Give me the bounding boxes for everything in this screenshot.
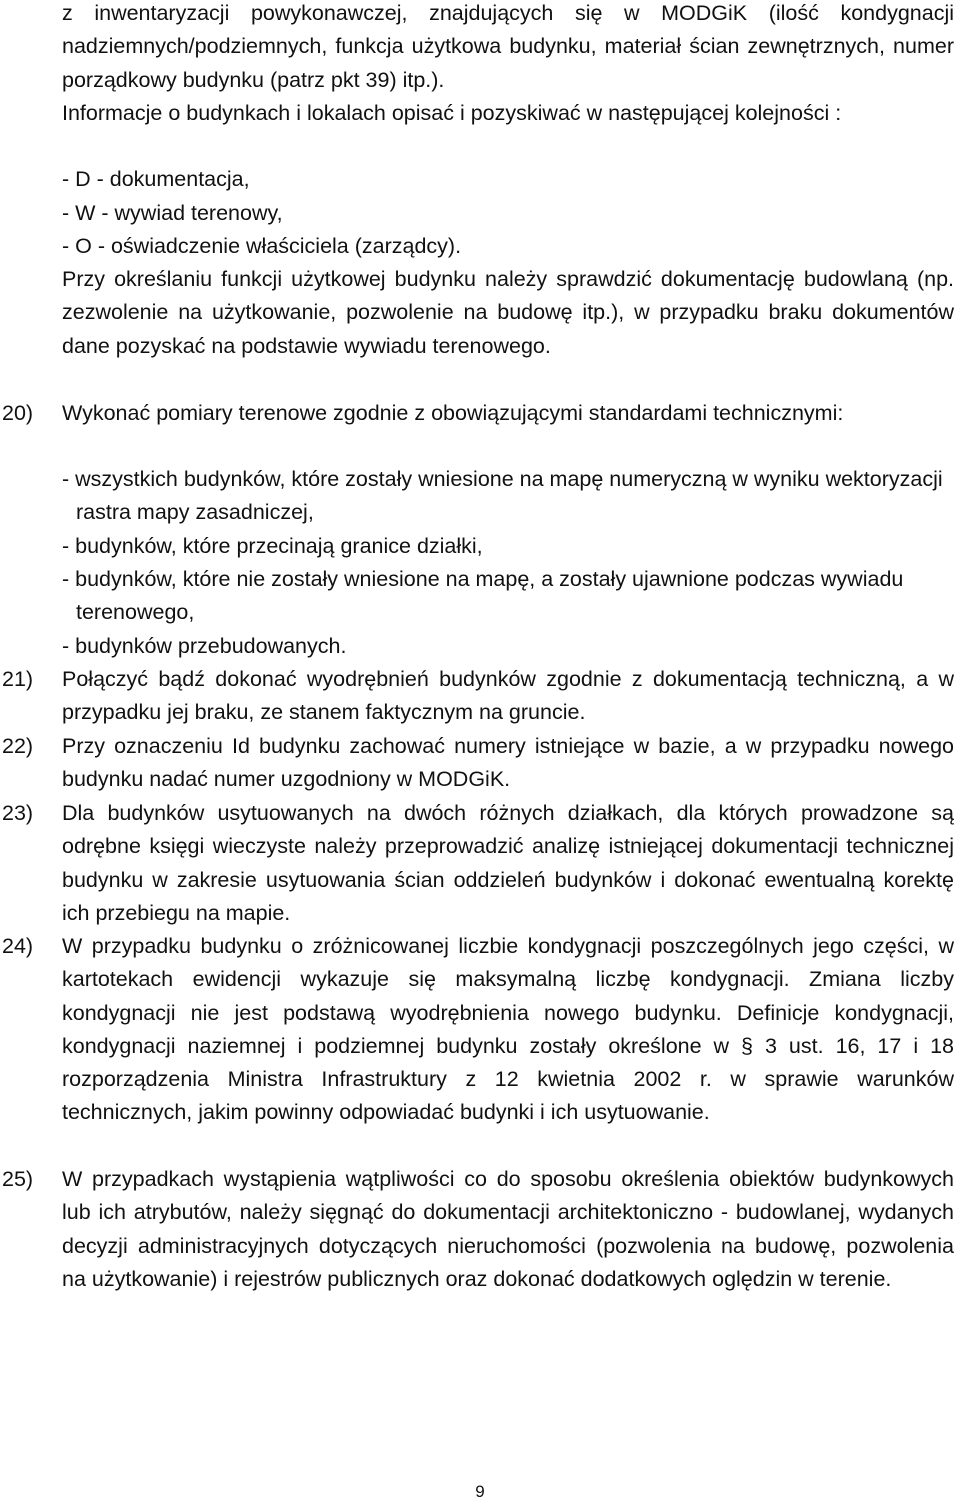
item-text: Połączyć bądź dokonać wyodrębnień budynków zgodnie z dokumentacją techniczną, a w przypadku jej braku, ze stanem faktycznym na gruncie. bbox=[62, 667, 954, 725]
item-bullet: - budynków przebudowanych. bbox=[62, 634, 347, 658]
item-number: 23) bbox=[2, 801, 34, 825]
item-bullet: - wszystkich budynków, które zostały wniesione na mapę numeryczną w wyniku wektoryzacji rastra mapy zasadniczej, bbox=[62, 467, 943, 525]
item-number: 25) bbox=[2, 1167, 34, 1191]
page-number: 9 bbox=[475, 1482, 485, 1501]
intro-list-item: - D - dokumentacja, bbox=[62, 167, 250, 191]
item-text: Wykonać pomiary terenowe zgodnie z obowiązującymi standardami technicznymi: bbox=[62, 401, 844, 425]
intro-paragraph-3: Przy określaniu funkcji użytkowej budynku należy sprawdzić dokumentację budowlaną (np. zezwolenie na użytkowanie, pozwolenie na budowę itp.), w przypadku braku dokumentów dane pozyskać na podstawie wywiadu terenowego. bbox=[62, 267, 954, 358]
intro-list-item: - W - wywiad terenowy, bbox=[62, 201, 283, 225]
item-text: W przypadku budynku o zróżnicowanej liczbie kondygnacji poszczególnych jego części, w kartotekach ewidencji wykazuje się maksymalną liczbę kondygnacji. Zmiana liczby kondygnacji nie jest podstawą wyodrębnienia nowego budynku. Definicje kondygnacji, kondygnacji naziemnej i podziemnej budynku zostały określone w § 3 ust. 16, 17 i 18 rozporządzenia Ministra Infrastruktury z 12 kwietnia 2002 r. w sprawie warunków technicznych, jakim powinny odpowiadać budynki i ich usytuowanie. bbox=[62, 934, 954, 1125]
item-text: Dla budynków usytuowanych na dwóch różnych działkach, dla których prowadzone są odrębne księgi wieczyste należy przeprowadzić analizę istniejącej dokumentacji technicznej budynku w zakresie usytuowania ścian oddzieleń budynków i dokonać ewentualną korektę ich przebiegu na mapie. bbox=[62, 801, 954, 925]
item-number: 24) bbox=[2, 934, 34, 958]
item-text: W przypadkach wystąpienia wątpliwości co do sposobu określenia obiektów budynkowych lub ich atrybutów, należy sięgnąć do dokumentacji architektoniczno - budowlanej, wydanych decyzji administracyjnych dotyczących nieruchomości (pozwolenia na budowę, pozwolenia na użytkowanie) i rejestrów publicznych oraz dokonać dodatkowych oględzin w terenie. bbox=[62, 1167, 954, 1291]
intro-paragraph-2: Informacje o budynkach i lokalach opisać i pozyskiwać w następującej kolejności : bbox=[62, 101, 842, 125]
intro-paragraph-1: z inwentaryzacji powykonawczej, znajdujących się w MODGiK (ilość kondygnacji nadziemnych/podziemnych, funkcja użytkowa budynku, materiał ścian zewnętrznych, numer porządkowy budynku (patrz pkt 39) itp.). bbox=[62, 1, 954, 92]
item-bullet: - budynków, które przecinają granice działki, bbox=[62, 534, 483, 558]
item-number: 20) bbox=[2, 401, 34, 425]
item-number: 21) bbox=[2, 667, 34, 691]
item-text: Przy oznaczeniu Id budynku zachować numery istniejące w bazie, a w przypadku nowego budynku nadać numer uzgodniony w MODGiK. bbox=[62, 734, 954, 792]
item-number: 22) bbox=[2, 734, 34, 758]
intro-list-item: - O - oświadczenie właściciela (zarządcy). bbox=[62, 234, 462, 258]
item-bullet: - budynków, które nie zostały wniesione na mapę, a zostały ujawnione podczas wywiadu terenowego, bbox=[62, 567, 904, 625]
